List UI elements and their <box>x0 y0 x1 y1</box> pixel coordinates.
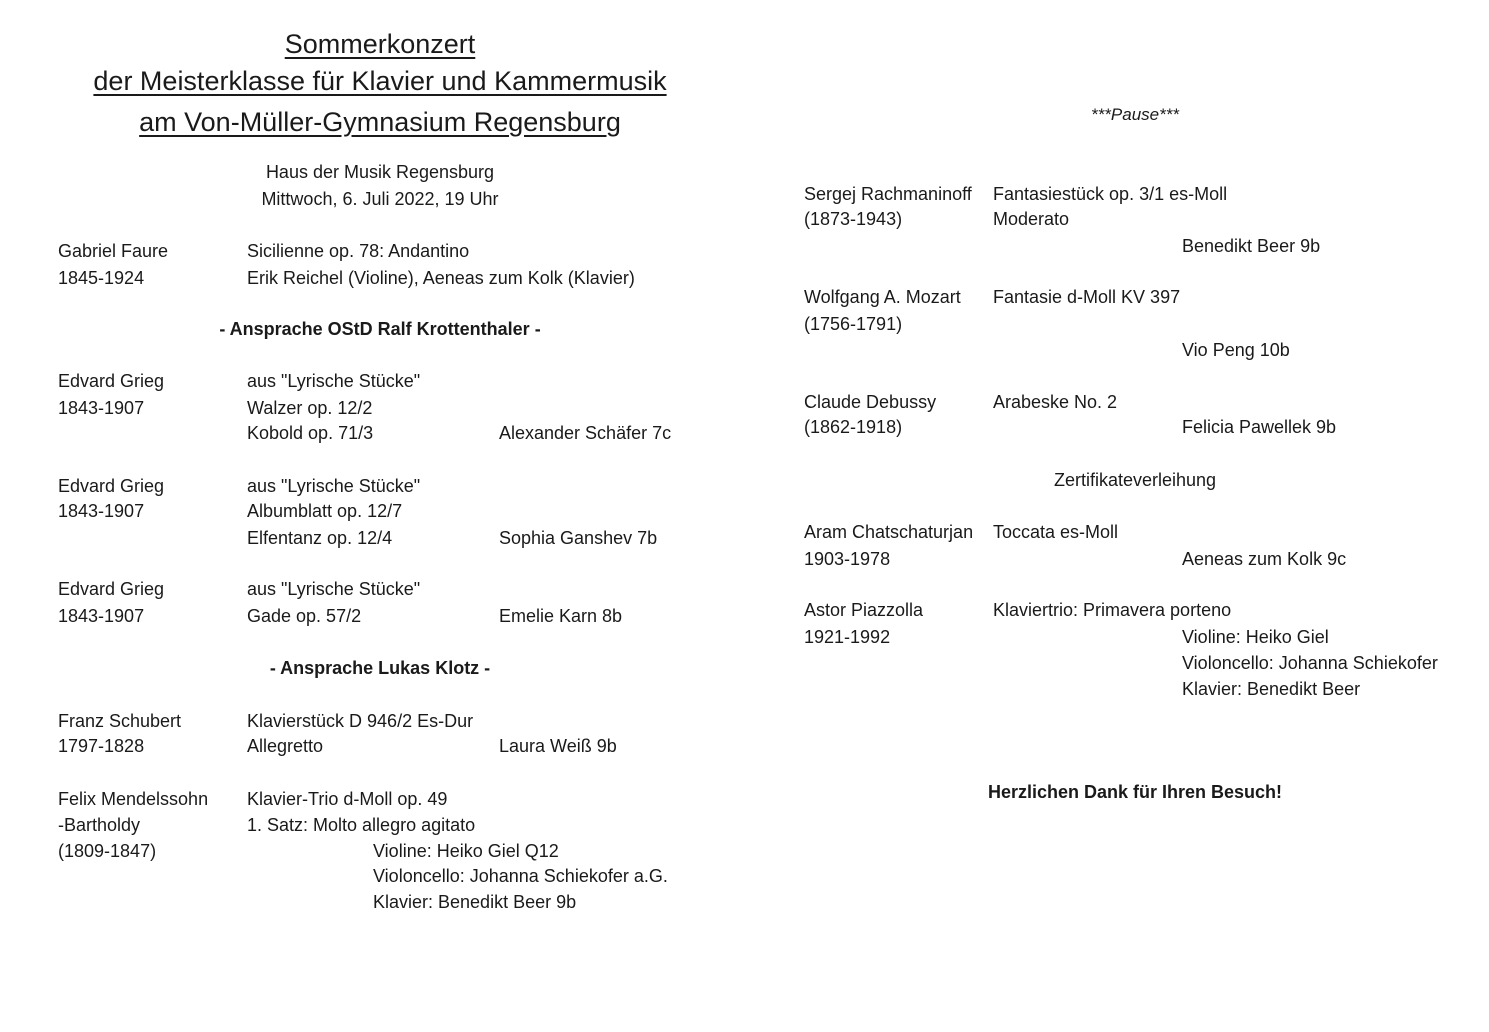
composer-piazzolla: Astor Piazzolla <box>804 600 924 620</box>
composer-schubert: Franz Schubert <box>58 711 182 731</box>
performer-piazzolla-piano: Klavier: Benedikt Beer <box>1182 679 1361 699</box>
composer-grieg-3: Edvard Grieg <box>58 579 165 599</box>
piece-grieg-2-line1: aus "Lyrische Stücke" <box>247 476 421 496</box>
piece-piazzolla: Klaviertrio: Primavera porteno <box>993 600 1232 620</box>
closing-thanks: Herzlichen Dank für Ihren Besuch! <box>987 782 1283 802</box>
piece-mozart: Fantasie d-Moll KV 397 <box>993 287 1181 307</box>
piece-rachmaninoff-line2: Moderato <box>993 209 1070 229</box>
piece-grieg-2-line3: Elfentanz op. 12/4 <box>247 528 393 548</box>
piece-grieg-2-line2: Albumblatt op. 12/7 <box>247 501 403 521</box>
years-khachaturian: 1903-1978 <box>804 549 891 569</box>
pause-label: ***Pause*** <box>1091 105 1179 124</box>
program-title-line1: Sommerkonzert <box>284 29 476 59</box>
performer-grieg-3: Emelie Karn 8b <box>499 606 623 626</box>
composer-faure: Gabriel Faure <box>58 241 169 261</box>
speech-krottenthaler: - Ansprache OStD Ralf Krottenthaler - <box>219 319 541 339</box>
venue: Haus der Musik Regensburg <box>265 162 495 182</box>
date: Mittwoch, 6. Juli 2022, 19 Uhr <box>261 189 499 209</box>
performer-mozart: Vio Peng 10b <box>1182 340 1290 360</box>
years-schubert: 1797-1828 <box>58 736 145 756</box>
piece-khachaturian: Toccata es-Moll <box>993 522 1119 542</box>
years-grieg-3: 1843-1907 <box>58 606 145 626</box>
years-debussy: (1862-1918) <box>804 417 903 437</box>
years-grieg-1: 1843-1907 <box>58 398 145 418</box>
piece-mendelssohn-line2: 1. Satz: Molto allegro agitato <box>247 815 476 835</box>
piece-grieg-1-line1: aus "Lyrische Stücke" <box>247 371 421 391</box>
performer-mendelssohn-violin: Violine: Heiko Giel Q12 <box>373 841 559 861</box>
performer-piazzolla-violin: Violine: Heiko Giel <box>1182 627 1329 647</box>
composer-mendelssohn-line2: -Bartholdy <box>58 815 141 835</box>
years-grieg-2: 1843-1907 <box>58 501 145 521</box>
piece-grieg-1-line2: Walzer op. 12/2 <box>247 398 373 418</box>
years-mendelssohn: (1809-1847) <box>58 841 157 861</box>
piece-schubert-line2: Allegretto <box>247 736 324 756</box>
performer-khachaturian: Aeneas zum Kolk 9c <box>1182 549 1347 569</box>
composer-grieg-1: Edvard Grieg <box>58 371 165 391</box>
piece-mendelssohn-line1: Klavier-Trio d-Moll op. 49 <box>247 789 448 809</box>
performer-grieg-2: Sophia Ganshev 7b <box>499 528 658 548</box>
composer-grieg-2: Edvard Grieg <box>58 476 165 496</box>
composer-mendelssohn-line1: Felix Mendelssohn <box>58 789 209 809</box>
piece-rachmaninoff-line1: Fantasiestück op. 3/1 es-Moll <box>993 184 1228 204</box>
piece-grieg-3-line2: Gade op. 57/2 <box>247 606 362 626</box>
composer-khachaturian: Aram Chatschaturjan <box>804 522 974 542</box>
years-rachmaninoff: (1873-1943) <box>804 209 903 229</box>
piece-schubert-line1: Klavierstück D 946/2 Es-Dur <box>247 711 474 731</box>
performers-faure: Erik Reichel (Violine), Aeneas zum Kolk (Klavier) <box>247 268 635 288</box>
composer-rachmaninoff: Sergej Rachmaninoff <box>804 184 972 204</box>
performer-piazzolla-cello: Violoncello: Johanna Schiekofer <box>1182 653 1438 673</box>
piece-grieg-3-line1: aus "Lyrische Stücke" <box>247 579 421 599</box>
performer-mendelssohn-cello: Violoncello: Johanna Schiekofer a.G. <box>373 866 668 886</box>
performer-schubert: Laura Weiß 9b <box>499 736 617 756</box>
piece-grieg-1-line3: Kobold op. 71/3 <box>247 423 374 443</box>
piece-faure: Sicilienne op. 78: Andantino <box>247 241 470 261</box>
program-title-line2: der Meisterklasse für Klavier und Kammermusik <box>93 66 667 96</box>
composer-debussy: Claude Debussy <box>804 392 937 412</box>
performer-rachmaninoff: Benedikt Beer 9b <box>1182 236 1321 256</box>
years-mozart: (1756-1791) <box>804 314 903 334</box>
performer-grieg-1: Alexander Schäfer 7c <box>499 423 672 443</box>
performer-mendelssohn-piano: Klavier: Benedikt Beer 9b <box>373 892 577 912</box>
piece-debussy: Arabeske No. 2 <box>993 392 1118 412</box>
years-piazzolla: 1921-1992 <box>804 627 891 647</box>
program-title-line3: am Von-Müller-Gymnasium Regensburg <box>139 107 621 137</box>
performer-debussy: Felicia Pawellek 9b <box>1182 417 1337 437</box>
years-faure: 1845-1924 <box>58 268 145 288</box>
composer-mozart: Wolfgang A. Mozart <box>804 287 961 307</box>
certificates-label: Zertifikateverleihung <box>1053 470 1217 490</box>
speech-klotz: - Ansprache Lukas Klotz - <box>269 658 491 678</box>
